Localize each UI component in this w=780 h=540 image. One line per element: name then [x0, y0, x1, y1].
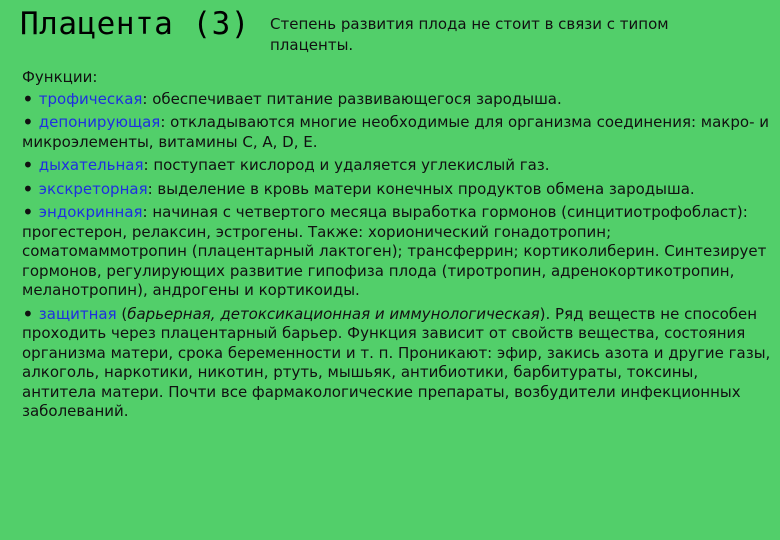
function-paren-open: ( — [116, 304, 128, 323]
function-description: : обеспечивает питание развивающегося зародыша. — [142, 89, 562, 108]
function-item-depositing — [22, 110, 772, 152]
bullet-icon: • — [22, 110, 34, 134]
function-item-protective — [22, 301, 772, 422]
function-item-respiratory — [22, 153, 772, 177]
function-term: защитная — [38, 304, 117, 323]
bullet-icon: • — [22, 153, 34, 177]
function-item-endocrine — [22, 200, 772, 301]
bullet-icon: • — [22, 86, 34, 111]
bullet-icon: • — [22, 200, 34, 224]
bullet-icon: • — [22, 176, 34, 201]
function-term: экскреторная — [38, 179, 148, 198]
function-description: : откладываются многие необходимые для организма соединения: макро- и микроэлементы, витамины С, А, D, Е. — [22, 113, 769, 151]
function-term: эндокринная — [38, 203, 143, 221]
slide-title: Плацента (3) — [20, 6, 250, 42]
slide-subtitle: Степень развития плода не стоит в связи с типом плаценты. — [270, 15, 669, 54]
function-description: : поступает кислород и удаляется углекислый газ. — [143, 156, 550, 174]
function-description: : начиная с четвертого месяца выработка гормонов (синцитиотрофобласт): прогестерон, релаксин, эстрогены. Также: хорионический гонадотропин; соматомаммотропин (плацентарный лактоген); трансферрин; кортиколиберин. Синтезирует гормонов, регулирующих развитие гипофиза плода (тиротропин, адренокортикотропин, меланотропин), андрогены и кортикоиды. — [22, 203, 767, 299]
bullet-icon: • — [22, 301, 34, 326]
functions-heading: Функции: — [22, 68, 98, 86]
function-description: ). Ряд веществ не способен проходить через плацентарный барьер. Функция зависит от свойств вещества, состояния организма матери, срока беременности и т. п. Проникают: эфир, закись азота и другие газы, алкоголь, наркотики, никотин, ртуть, мышьяк, антибиотики, барбитураты, токсины, антитела матери. Почти все фармакологические препараты, возбудители инфекционных заболеваний. — [22, 304, 771, 420]
function-description: : выделение в кровь матери конечных продуктов обмена зародыша. — [147, 179, 695, 198]
function-subtypes: барьерная, детоксикационная и иммунологическая — [127, 304, 540, 323]
function-item-excretory — [22, 176, 772, 201]
function-term: депонирующая — [38, 113, 161, 131]
function-item-trophic — [22, 86, 772, 111]
functions-section — [22, 68, 772, 426]
function-term: дыхательная — [38, 156, 144, 174]
function-term: трофическая — [38, 89, 143, 108]
